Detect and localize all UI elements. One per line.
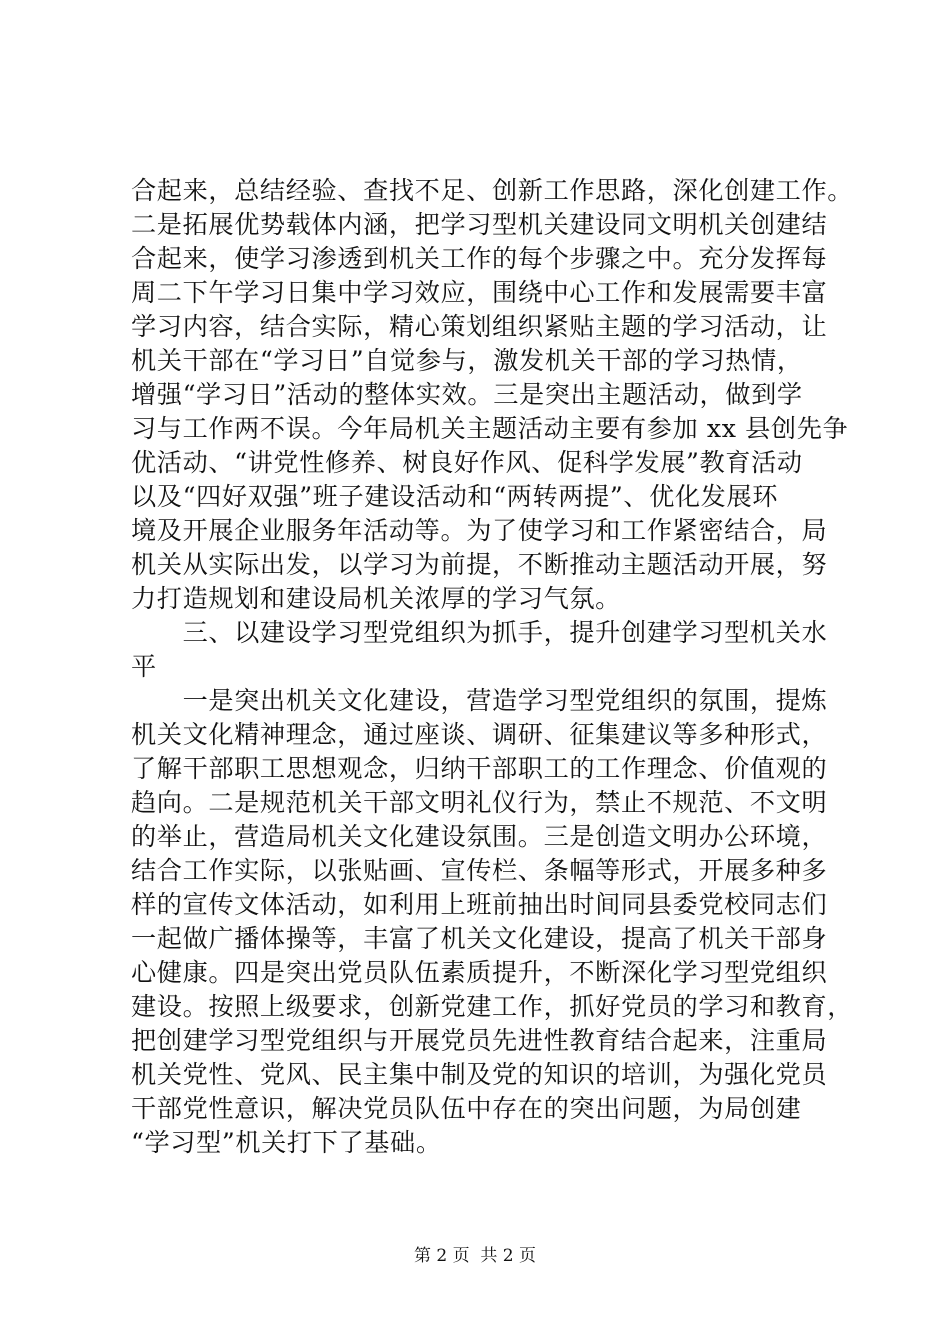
document-body <box>131 174 854 1160</box>
text-line: 合起来，总结经验、查找不足、创新工作思路，深化创建工作。 <box>131 176 854 205</box>
text-line: 了解干部职工思想观念，归纳干部职工的工作理念、价值观的 <box>131 754 828 783</box>
text-line: 机关党性、党风、民主集中制及党的知识的培训，为强化党员 <box>131 1060 828 1089</box>
text-line: 趋向。二是规范机关干部文明礼仪行为，禁止不规范、不文明 <box>131 788 828 817</box>
text-line: 机关文化精神理念，通过座谈、调研、征集建议等多种形式， <box>131 720 828 749</box>
text-line: 境及开展企业服务年活动等。为了使学习和工作紧密结合，局 <box>131 516 828 545</box>
text-line: 心健康。四是突出党员队伍素质提升，不断深化学习型党组织 <box>131 958 828 987</box>
text-line: 习与工作两不误。今年局机关主题活动主要有参加 xx 县创先争 <box>131 414 849 443</box>
text-line: 建设。按照上级要求，创新党建工作，抓好党员的学习和教育， <box>131 992 854 1021</box>
page-number-footer: 第 2 页 共 2 页 <box>413 1246 537 1266</box>
text-line: 的举止，营造局机关文化建设氛围。三是创造文明办公环境， <box>131 822 828 851</box>
section-heading-line: 平 <box>131 652 157 681</box>
text-line: 样的宣传文体活动，如利用上班前抽出时间同县委党校同志们 <box>131 890 828 919</box>
text-line: 干部党性意识，解决党员队伍中存在的突出问题，为局创建 <box>131 1094 802 1123</box>
text-line: 合起来，使学习渗透到机关工作的每个步骤之中。充分发挥每 <box>131 244 828 273</box>
text-line: 学习内容，结合实际，精心策划组织紧贴主题的学习活动，让 <box>131 312 828 341</box>
text-line: 把创建学习型党组织与开展党员先进性教育结合起来，注重局 <box>131 1026 828 1055</box>
text-line: 一是突出机关文化建设，营造学习型党组织的氛围，提炼 <box>131 686 828 715</box>
text-line: 力打造规划和建设局机关浓厚的学习气氛。 <box>131 584 621 613</box>
text-line: 优活动、“讲党性修养、树良好作风、促科学发展”教育活动 <box>131 448 803 477</box>
text-line: 机关干部在“学习日”自觉参与，激发机关干部的学习热情， <box>131 346 803 375</box>
text-line: 周二下午学习日集中学习效应，围绕中心工作和发展需要丰富 <box>131 278 828 307</box>
section-heading-line: 三、以建设学习型党组织为抓手，提升创建学习型机关水 <box>131 618 828 647</box>
text-line: “学习型”机关打下了基础。 <box>131 1128 442 1157</box>
text-line: 结合工作实际，以张贴画、宣传栏、条幅等形式，开展多种多 <box>131 856 828 885</box>
text-line: 二是拓展优势载体内涵，把学习型机关建设同文明机关创建结 <box>131 210 828 239</box>
text-line: 机关从实际出发，以学习为前提，不断推动主题活动开展，努 <box>131 550 828 579</box>
text-line: 一起做广播体操等，丰富了机关文化建设，提高了机关干部身 <box>131 924 828 953</box>
text-line: 增强“学习日”活动的整体实效。三是突出主题活动，做到学 <box>131 380 803 409</box>
text-line: 以及“四好双强”班子建设活动和“两转两提”、优化发展环 <box>131 482 779 511</box>
